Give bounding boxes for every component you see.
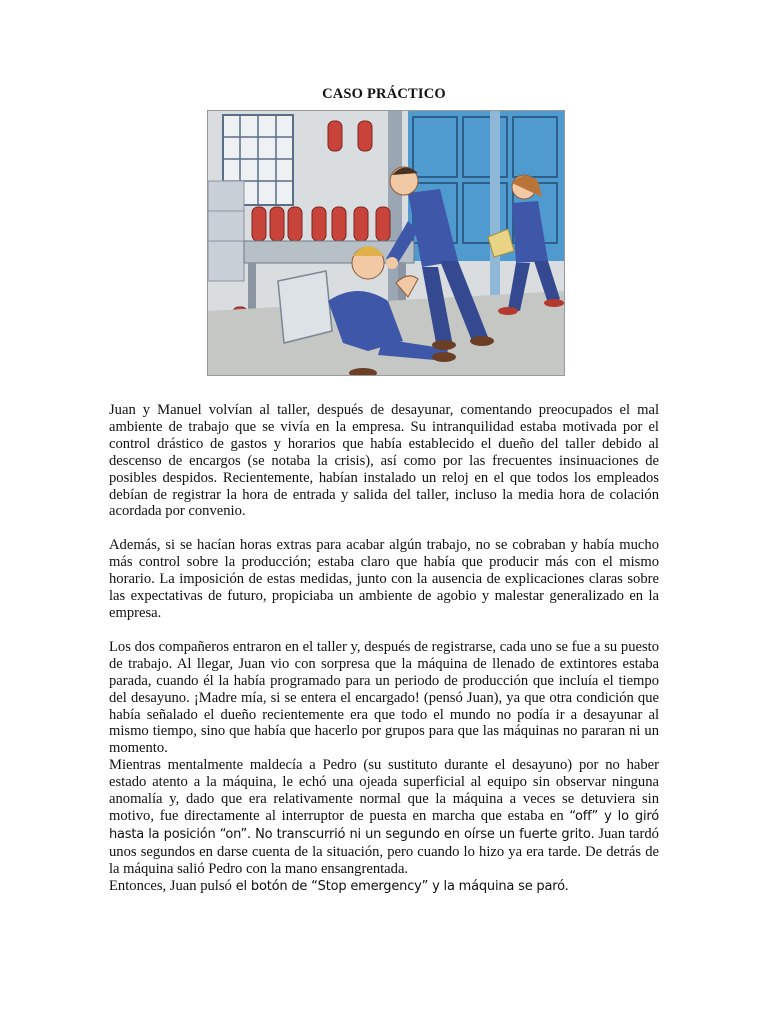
workshop-accident-illustration	[207, 110, 565, 376]
paragraph-4	[109, 757, 659, 877]
paragraph-2: Además, si se hacían horas extras para acabar algún trabajo, no se cobraban y había mucho más control sobre la producción; estaba claro que había que producir más con el mismo horario. La imposición de estas medidas, junto con la ausencia de explicaciones claras sobre las expectativas de futuro, propiciaba un ambiente de agobio y malestar generalizado en la empresa.	[109, 537, 659, 621]
paragraph-3: Los dos compañeros entraron en el taller y, después de registrarse, cada uno se fue a su puesto de trabajo. Al llegar, Juan vio con sorpresa que la máquina de llenado de extintores estaba parada, cuando él la había programado para un periodo de producción que incluía el tiempo del desayuno. ¡Madre mía, si se entera el encargado! (pensó Juan), ya que otra condición que había señalado el dueño recientemente era que todo el mundo no podía ir a desayunar al mismo tiempo, sino que había que hacerlo por grupos para que las máquinas no pararan ni un momento.	[109, 638, 659, 757]
document-title: CASO PRÁCTICO	[322, 86, 446, 102]
paragraph-4-part-a: Mientras mentalmente maldecía a Pedro (su sustituto durante el desayuno) por no haber estado atento a la máquina, le echó una ojeada superficial al equipo sin observar ninguna anomalía y, dado que era relativamente normal que la máquina a veces se detuviera sin motivo, fue directamente al interruptor de puesta en marcha que estaba en	[109, 757, 659, 824]
paragraph-4-part-b: “off” y lo giró hasta la posición “on”. No transcurrió ni un segundo en oírse un fuerte grito.	[109, 808, 659, 842]
paragraph-1: Juan y Manuel volvían al taller, después de desayunar, comentando preocupados el mal ambiente de trabajo que se vivía en la empresa. Su intranquilidad estaba motivada por el control drástico de gastos y horarios que había establecido el dueño del taller debido al descenso de encargos (se notaba la crisis), así como por las frecuentes insinuaciones de posibles despidos. Recientemente, habían instalado un reloj en el que todos los empleados debían de registrar la hora de entrada y salida del taller, incluso la media hora de colación acordada por convenio.	[109, 402, 659, 520]
document-body	[109, 402, 659, 895]
paragraph-5-part-a: Entonces, Juan pulsó	[109, 877, 232, 894]
paragraph-4-part-c: Juan tardó unos segundos en darse cuenta de la situación, pero cuando lo hizo ya era tarde. De detrás de la máquina salió Pedro con la mano ensangrentada.	[109, 825, 659, 877]
paragraph-5-part-b: el botón de “Stop emergency” y la máquina se paró.	[231, 878, 569, 894]
paragraph-5	[109, 878, 659, 896]
